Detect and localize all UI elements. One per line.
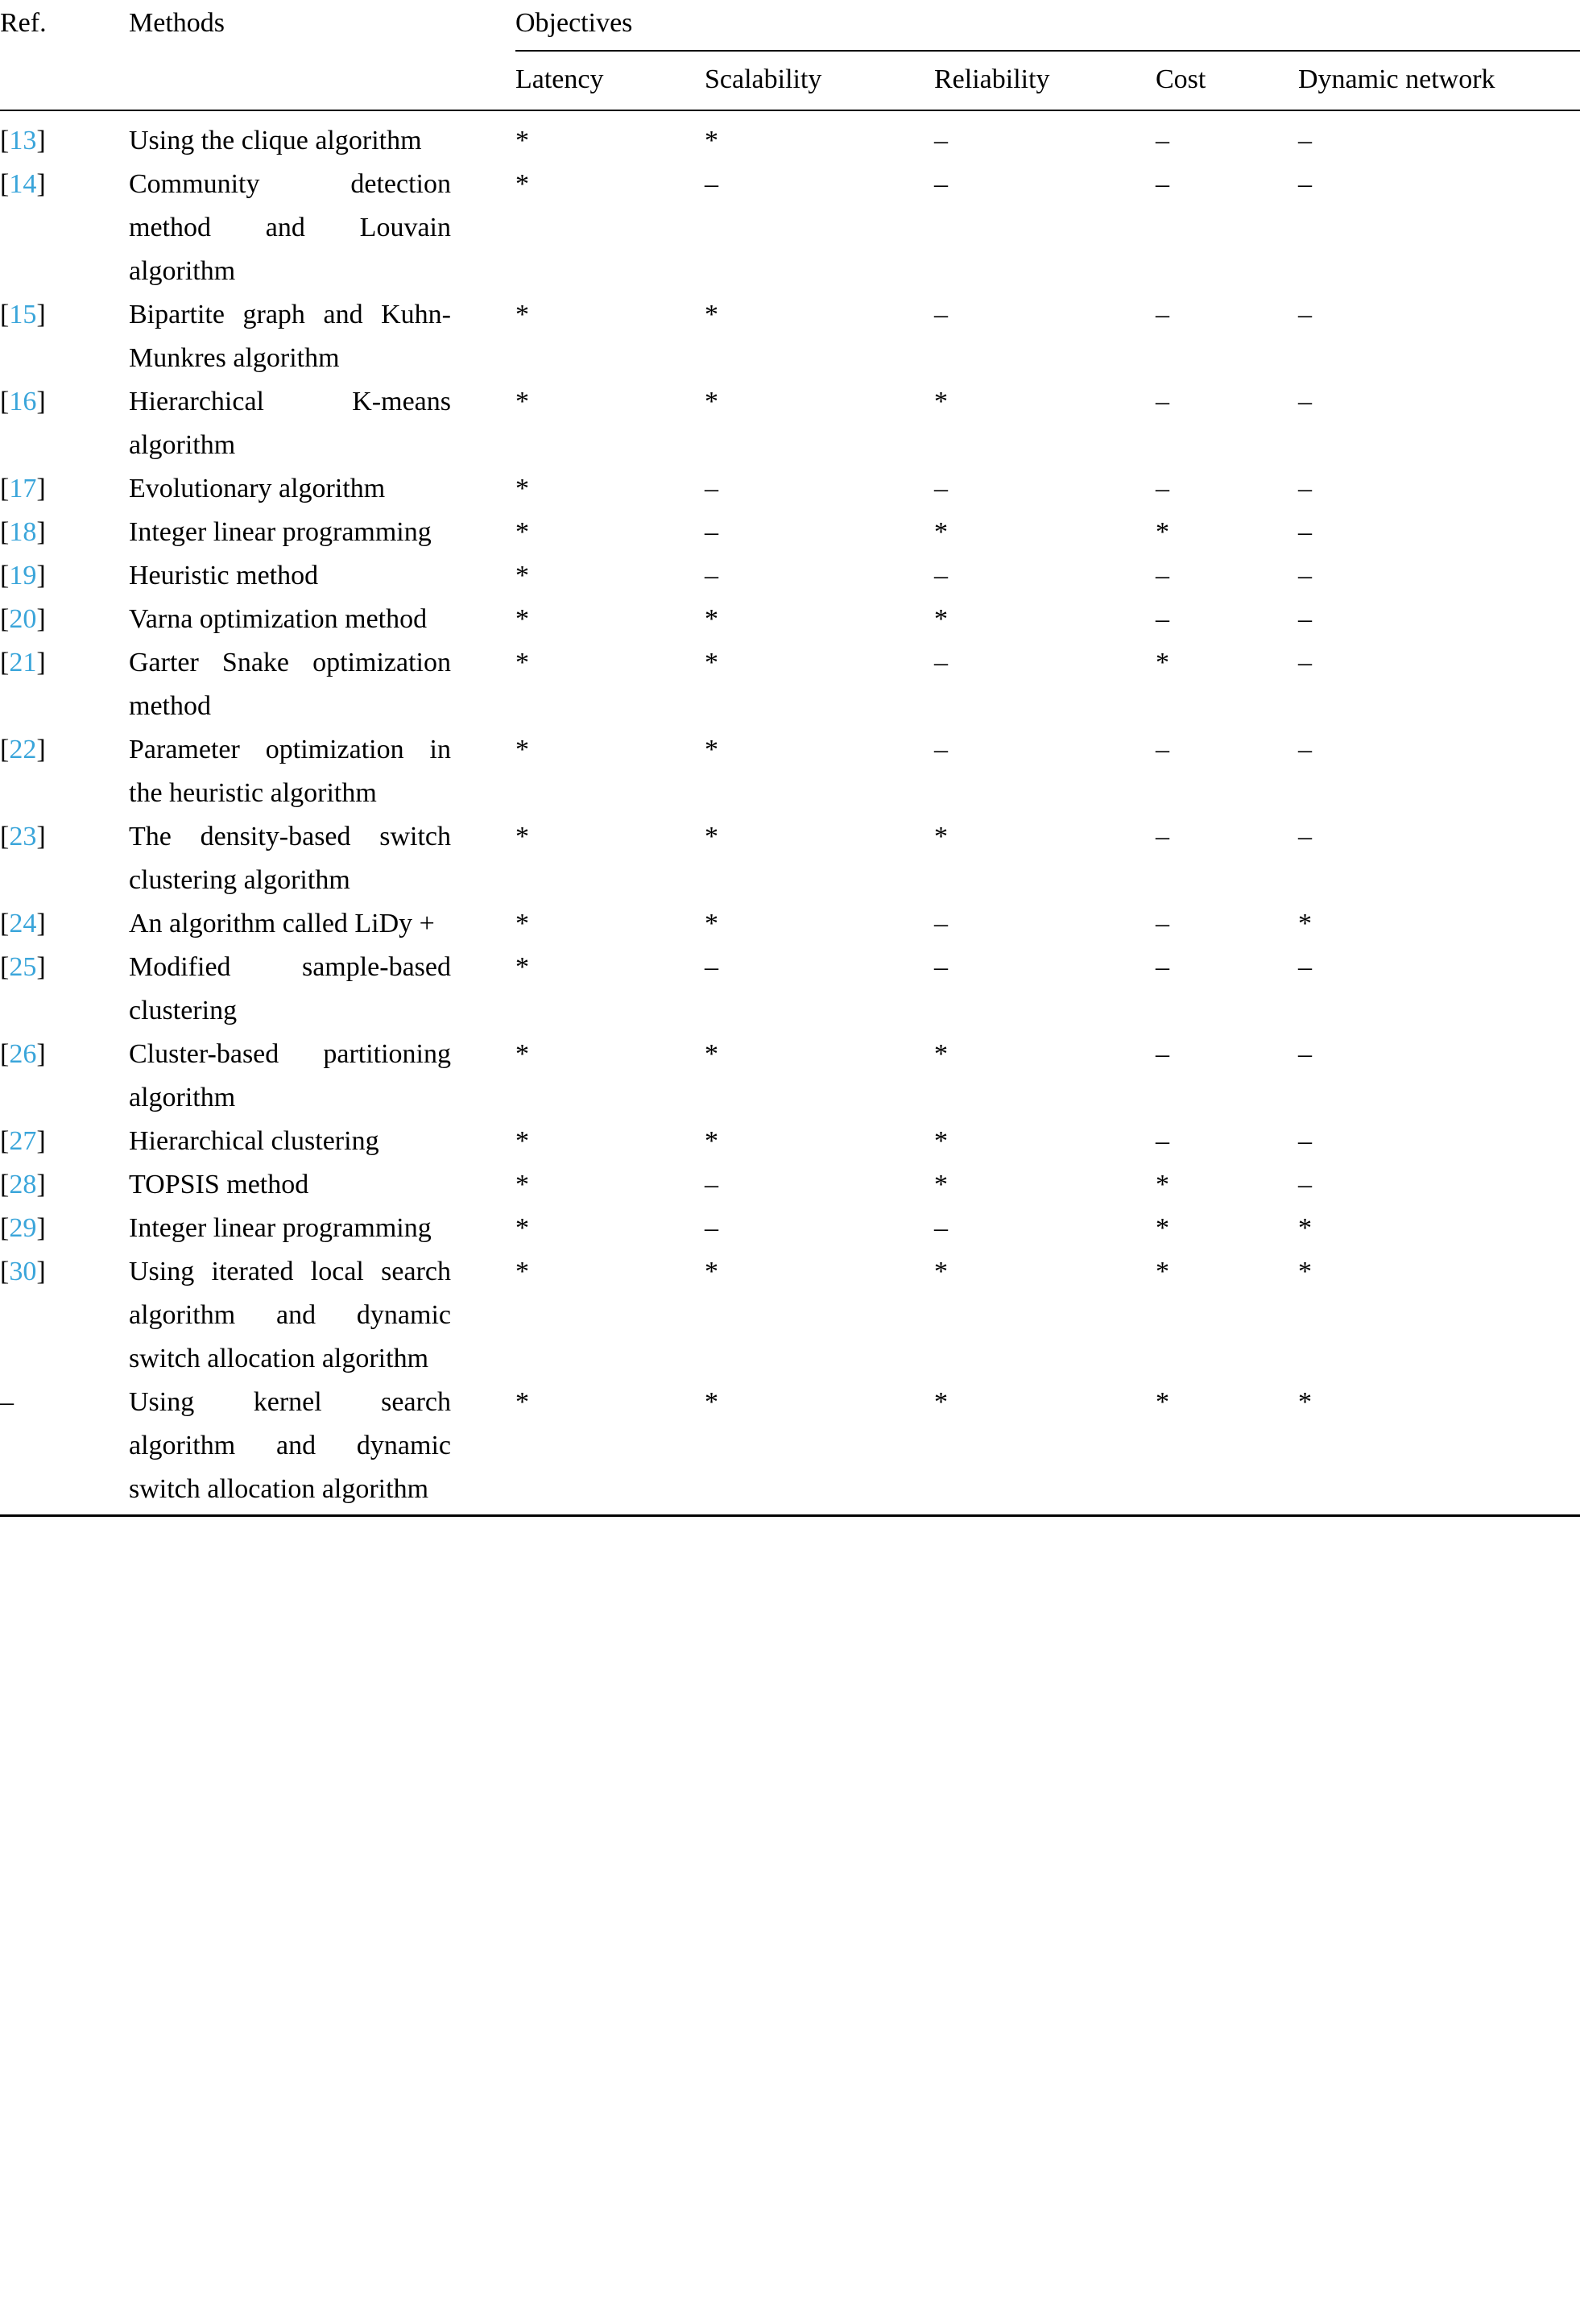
mark-latency: * xyxy=(515,1039,529,1069)
mark-dynamic-network: – xyxy=(1298,561,1312,590)
ref-bracket-close: ] xyxy=(36,300,46,329)
ref-cell xyxy=(0,1163,129,1207)
mark-reliability: * xyxy=(934,1170,948,1199)
mark-cost: – xyxy=(1156,126,1169,155)
mark-latency: * xyxy=(515,1170,529,1199)
mark-cost: – xyxy=(1156,474,1169,503)
method-cell: Garter Snake optimization method xyxy=(129,648,451,721)
ref-bracket-open: [ xyxy=(0,1257,10,1286)
mark-scalability: – xyxy=(705,1170,718,1199)
ref-bracket-close: ] xyxy=(36,474,46,503)
ref-cell xyxy=(0,1250,129,1294)
table-header-group-row xyxy=(0,2,1580,52)
table-row xyxy=(0,946,1580,1033)
ref-link[interactable]: 25 xyxy=(9,952,37,982)
mark-dynamic-network: – xyxy=(1298,387,1312,416)
mark-latency: * xyxy=(515,909,529,938)
ref-link[interactable]: 20 xyxy=(9,604,37,634)
ref-bracket-open: [ xyxy=(0,561,10,590)
ref-bracket-close: ] xyxy=(36,1257,46,1286)
mark-dynamic-network: – xyxy=(1298,1126,1312,1156)
ref-bracket-close: ] xyxy=(36,604,46,634)
mark-dynamic-network: – xyxy=(1298,169,1312,199)
ref-cell xyxy=(0,902,129,946)
ref-bracket-close: ] xyxy=(36,909,46,938)
mark-reliability: * xyxy=(934,604,948,634)
ref-cell xyxy=(0,1207,129,1250)
ref-link[interactable]: 27 xyxy=(9,1126,37,1156)
mark-reliability: * xyxy=(934,1257,948,1286)
mark-scalability: * xyxy=(705,1039,718,1069)
mark-scalability: * xyxy=(705,1257,718,1286)
ref-bracket-close: ] xyxy=(36,126,46,155)
mark-scalability: – xyxy=(705,169,718,199)
ref-cell xyxy=(0,511,129,554)
mark-cost: – xyxy=(1156,169,1169,199)
mark-cost: – xyxy=(1156,822,1169,851)
table-row xyxy=(0,511,1580,554)
ref-bracket-close: ] xyxy=(36,1213,46,1243)
mark-latency: * xyxy=(515,169,529,199)
ref-cell xyxy=(0,119,129,163)
table-row xyxy=(0,1207,1580,1250)
mark-dynamic-network: – xyxy=(1298,300,1312,329)
mark-reliability: – xyxy=(934,474,948,503)
mark-dynamic-network: – xyxy=(1298,604,1312,634)
mark-scalability: * xyxy=(705,822,718,851)
ref-bracket-close: ] xyxy=(36,517,46,547)
mark-scalability: * xyxy=(705,909,718,938)
mark-cost: * xyxy=(1156,1387,1169,1417)
mark-reliability: * xyxy=(934,1387,948,1417)
mark-dynamic-network: – xyxy=(1298,735,1312,764)
table-row xyxy=(0,1163,1580,1207)
mark-reliability: – xyxy=(934,561,948,590)
mark-cost: * xyxy=(1156,517,1169,547)
mark-dynamic-network: – xyxy=(1298,517,1312,547)
ref-link[interactable]: 24 xyxy=(9,909,37,938)
table-row xyxy=(0,1033,1580,1120)
header-objectives: Objectives xyxy=(515,2,1580,52)
table-subheader-row xyxy=(0,52,1580,111)
table-row xyxy=(0,467,1580,511)
method-cell: Modified sample-based clustering xyxy=(129,952,451,1025)
ref-cell xyxy=(0,380,129,424)
method-cell: Parameter optimization in the heuristic algorithm xyxy=(129,735,451,808)
mark-latency: * xyxy=(515,822,529,851)
mark-cost: – xyxy=(1156,1039,1169,1069)
mark-reliability: – xyxy=(934,909,948,938)
ref-link[interactable]: 28 xyxy=(9,1170,37,1199)
mark-reliability: * xyxy=(934,822,948,851)
ref-cell xyxy=(0,946,129,989)
mark-latency: * xyxy=(515,126,529,155)
ref-bracket-open: [ xyxy=(0,474,10,503)
ref-bracket-open: [ xyxy=(0,1170,10,1199)
mark-cost: – xyxy=(1156,604,1169,634)
mark-reliability: * xyxy=(934,1126,948,1156)
ref-cell xyxy=(0,1120,129,1163)
ref-cell xyxy=(0,163,129,206)
ref-bracket-open: [ xyxy=(0,1213,10,1243)
ref-cell xyxy=(0,598,129,641)
mark-dynamic-network: – xyxy=(1298,822,1312,851)
mark-cost: – xyxy=(1156,735,1169,764)
col-header-reliability: Reliability xyxy=(934,64,1050,94)
mark-reliability: – xyxy=(934,300,948,329)
table-body xyxy=(0,111,1580,1511)
table-row xyxy=(0,1120,1580,1163)
mark-scalability: – xyxy=(705,474,718,503)
table-row xyxy=(0,1381,1580,1511)
mark-scalability: – xyxy=(705,952,718,982)
mark-latency: * xyxy=(515,474,529,503)
mark-cost: – xyxy=(1156,952,1169,982)
mark-cost: – xyxy=(1156,300,1169,329)
ref-link[interactable]: 17 xyxy=(9,474,37,503)
ref-link[interactable]: 14 xyxy=(9,169,37,199)
ref-link[interactable]: 23 xyxy=(9,822,37,851)
ref-bracket-open: [ xyxy=(0,909,10,938)
col-header-dynamic-network: Dynamic network xyxy=(1298,64,1495,94)
ref-bracket-close: ] xyxy=(36,387,46,416)
table-row xyxy=(0,293,1580,380)
mark-scalability: * xyxy=(705,387,718,416)
mark-reliability: – xyxy=(934,648,948,677)
ref-link[interactable]: 18 xyxy=(9,517,37,547)
mark-dynamic-network: – xyxy=(1298,1039,1312,1069)
ref-cell xyxy=(0,1381,129,1424)
table-row xyxy=(0,641,1580,728)
ref-bracket-open: [ xyxy=(0,387,10,416)
header-methods: Methods xyxy=(129,8,225,38)
mark-scalability: * xyxy=(705,1387,718,1417)
method-cell: Bipartite graph and Kuhn-Munkres algorithm xyxy=(129,300,451,373)
mark-reliability: – xyxy=(934,126,948,155)
ref-link[interactable]: 29 xyxy=(9,1213,37,1243)
mark-latency: * xyxy=(515,952,529,982)
mark-reliability: * xyxy=(934,387,948,416)
mark-latency: * xyxy=(515,1387,529,1417)
mark-cost: – xyxy=(1156,909,1169,938)
ref-cell xyxy=(0,293,129,337)
ref-bracket-open: [ xyxy=(0,126,10,155)
mark-latency: * xyxy=(515,1126,529,1156)
ref-cell xyxy=(0,728,129,772)
table-row xyxy=(0,728,1580,815)
ref-link[interactable]: 21 xyxy=(9,648,37,677)
ref-link[interactable]: 30 xyxy=(9,1257,37,1286)
mark-reliability: – xyxy=(934,169,948,199)
ref-link[interactable]: 13 xyxy=(9,126,37,155)
method-cell: The density-based switch clustering algorithm xyxy=(129,822,451,895)
mark-latency: * xyxy=(515,604,529,634)
ref-cell xyxy=(0,641,129,685)
ref-cell xyxy=(0,467,129,511)
mark-latency: * xyxy=(515,1257,529,1286)
ref-link[interactable]: 26 xyxy=(9,1039,37,1069)
ref-bracket-close: ] xyxy=(36,1170,46,1199)
mark-latency: * xyxy=(515,387,529,416)
table-row xyxy=(0,119,1580,163)
ref-bracket-close: ] xyxy=(36,952,46,982)
table-row xyxy=(0,815,1580,902)
ref-bracket-open: [ xyxy=(0,735,10,764)
header-ref: Ref. xyxy=(0,8,47,38)
ref-link[interactable]: 16 xyxy=(9,387,37,416)
ref-bracket-close: ] xyxy=(36,735,46,764)
mark-scalability: – xyxy=(705,561,718,590)
mark-dynamic-network: * xyxy=(1298,909,1312,938)
table-row xyxy=(0,902,1580,946)
mark-dynamic-network: – xyxy=(1298,474,1312,503)
method-cell: Varna optimization method xyxy=(129,604,428,634)
mark-cost: – xyxy=(1156,1126,1169,1156)
mark-dynamic-network: – xyxy=(1298,952,1312,982)
mark-scalability: * xyxy=(705,735,718,764)
ref-bracket-close: ] xyxy=(36,561,46,590)
method-cell: Integer linear programming xyxy=(129,517,432,547)
method-cell: Hierarchical K-means algorithm xyxy=(129,387,451,460)
ref-link: – xyxy=(0,1387,14,1417)
ref-cell xyxy=(0,1033,129,1076)
method-cell: Using iterated local search algorithm and dynamic switch allocation algorithm xyxy=(129,1257,451,1373)
method-cell: An algorithm called LiDy + xyxy=(129,909,435,938)
mark-scalability: * xyxy=(705,604,718,634)
col-header-cost: Cost xyxy=(1156,64,1206,94)
ref-bracket-open: [ xyxy=(0,517,10,547)
mark-dynamic-network: – xyxy=(1298,126,1312,155)
mark-reliability: – xyxy=(934,735,948,764)
mark-scalability: – xyxy=(705,517,718,547)
mark-latency: * xyxy=(515,517,529,547)
ref-bracket-close: ] xyxy=(36,1039,46,1069)
ref-bracket-open: [ xyxy=(0,822,10,851)
header-spacer-methods xyxy=(129,58,515,59)
ref-bracket-close: ] xyxy=(36,1126,46,1156)
method-cell: Evolutionary algorithm xyxy=(129,474,386,503)
ref-bracket-close: ] xyxy=(36,648,46,677)
ref-bracket-open: [ xyxy=(0,1126,10,1156)
table-row xyxy=(0,1250,1580,1381)
mark-reliability: – xyxy=(934,952,948,982)
ref-bracket-open: [ xyxy=(0,952,10,982)
table-row xyxy=(0,554,1580,598)
ref-bracket-open: [ xyxy=(0,169,10,199)
mark-cost: * xyxy=(1156,1257,1169,1286)
mark-dynamic-network: * xyxy=(1298,1257,1312,1286)
ref-bracket-open: [ xyxy=(0,604,10,634)
method-cell: Cluster-based partitioning algorithm xyxy=(129,1039,451,1112)
mark-latency: * xyxy=(515,735,529,764)
mark-scalability: * xyxy=(705,648,718,677)
method-cell: Heuristic method xyxy=(129,561,319,590)
ref-link[interactable]: 19 xyxy=(9,561,37,590)
ref-bracket-open: [ xyxy=(0,648,10,677)
ref-bracket-open: [ xyxy=(0,300,10,329)
mark-cost: * xyxy=(1156,648,1169,677)
mark-latency: * xyxy=(515,561,529,590)
method-cell: Integer linear programming xyxy=(129,1213,432,1243)
mark-scalability: – xyxy=(705,1213,718,1243)
col-header-latency: Latency xyxy=(515,64,604,94)
ref-link[interactable]: 22 xyxy=(9,735,37,764)
ref-cell xyxy=(0,815,129,859)
mark-dynamic-network: – xyxy=(1298,1170,1312,1199)
mark-scalability: * xyxy=(705,300,718,329)
method-cell: Community detection method and Louvain algorithm xyxy=(129,169,451,286)
mark-latency: * xyxy=(515,1213,529,1243)
ref-cell xyxy=(0,554,129,598)
mark-latency: * xyxy=(515,300,529,329)
ref-bracket-open: [ xyxy=(0,1039,10,1069)
ref-bracket-close: ] xyxy=(36,169,46,199)
mark-cost: – xyxy=(1156,561,1169,590)
mark-cost: * xyxy=(1156,1170,1169,1199)
mark-scalability: * xyxy=(705,1126,718,1156)
mark-cost: * xyxy=(1156,1213,1169,1243)
mark-dynamic-network: * xyxy=(1298,1213,1312,1243)
mark-scalability: * xyxy=(705,126,718,155)
col-header-scalability: Scalability xyxy=(705,64,822,94)
method-cell: Using kernel search algorithm and dynamic switch allocation algorithm xyxy=(129,1387,451,1504)
mark-dynamic-network: * xyxy=(1298,1387,1312,1417)
table-row xyxy=(0,598,1580,641)
mark-dynamic-network: – xyxy=(1298,648,1312,677)
mark-cost: – xyxy=(1156,387,1169,416)
ref-bracket-close: ] xyxy=(36,822,46,851)
mark-latency: * xyxy=(515,648,529,677)
method-cell: Using the clique algorithm xyxy=(129,126,422,155)
ref-link[interactable]: 15 xyxy=(9,300,37,329)
method-cell: Hierarchical clustering xyxy=(129,1126,379,1156)
header-spacer-ref xyxy=(0,58,129,59)
method-cell: TOPSIS method xyxy=(129,1170,309,1199)
mark-reliability: * xyxy=(934,1039,948,1069)
table-row xyxy=(0,163,1580,293)
table-row xyxy=(0,380,1580,467)
mark-reliability: * xyxy=(934,517,948,547)
mark-reliability: – xyxy=(934,1213,948,1243)
